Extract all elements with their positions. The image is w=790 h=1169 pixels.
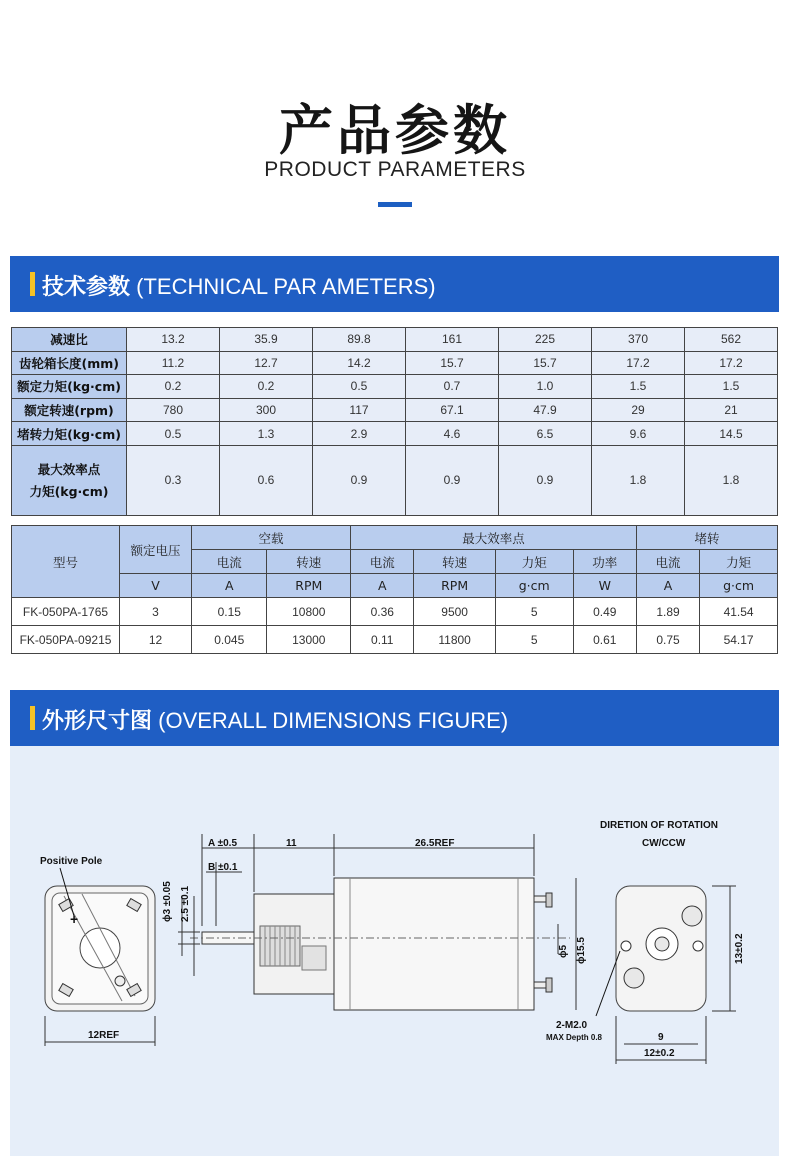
column-header: 电流 — [192, 550, 267, 574]
unit-cell: A — [192, 574, 267, 598]
table-cell: 0.7 — [406, 375, 499, 399]
table-cell: 0.6 — [220, 445, 313, 515]
table-cell: 0.9 — [499, 445, 592, 515]
column-header: 电流 — [636, 550, 699, 574]
dim-phi15-5: ϕ15.5 — [576, 937, 587, 964]
dim-b: B ±0.1 — [208, 862, 238, 873]
table-cell: 3 — [120, 598, 192, 626]
side-view — [162, 834, 587, 1010]
table-cell: 300 — [220, 398, 313, 422]
dim-phi5: ϕ5 — [558, 944, 569, 958]
table-cell: 14.5 — [685, 422, 778, 446]
group-header-stall: 堵转 — [636, 526, 777, 550]
section-title: 外形尺寸图 (OVERALL DIMENSIONS FIGURE) — [42, 708, 509, 734]
row-label: 齿轮箱长度(mm) — [12, 351, 127, 375]
table-cell: 9.6 — [592, 422, 685, 446]
gear-parameters-table — [11, 327, 778, 516]
page-subtitle: PRODUCT PARAMETERS — [264, 158, 526, 181]
section-technical-parameters — [10, 256, 779, 312]
table-cell: 562 — [685, 328, 778, 352]
motor-parameters-table — [11, 525, 778, 654]
table-units-row — [12, 574, 778, 598]
table-cell: 0.045 — [192, 626, 267, 654]
unit-cell: V — [120, 574, 192, 598]
group-header-noload: 空载 — [192, 526, 351, 550]
table-cell: 15.7 — [499, 351, 592, 375]
table-cell: 6.5 — [499, 422, 592, 446]
table-cell: 67.1 — [406, 398, 499, 422]
table-cell: 1.89 — [636, 598, 699, 626]
table-cell: 370 — [592, 328, 685, 352]
table-cell: 11800 — [414, 626, 495, 654]
section-title: 技术参数 (TECHNICAL PAR AMETERS) — [42, 274, 436, 300]
unit-cell: g·cm — [495, 574, 573, 598]
column-header: 力矩 — [495, 550, 573, 574]
voltage-header: 额定电压 — [120, 526, 192, 574]
dim-phi3: ϕ3 ±0.05 — [162, 881, 173, 922]
table-cell: 0.2 — [127, 375, 220, 399]
table-cell: 13000 — [267, 626, 351, 654]
unit-cell: W — [573, 574, 636, 598]
row-label-line: 力矩(kg·cm) — [29, 484, 109, 500]
table-cell: 17.2 — [592, 351, 685, 375]
table-row — [12, 351, 778, 375]
table-cell: 0.15 — [192, 598, 267, 626]
table-cell: 89.8 — [313, 328, 406, 352]
dim-a: A ±0.5 — [208, 838, 238, 849]
table-row — [12, 398, 778, 422]
dim-11: 11 — [286, 838, 297, 849]
row-label — [12, 445, 127, 515]
dim-2-5: 2.5 ±0.1 — [180, 885, 191, 922]
column-header: 力矩 — [700, 550, 778, 574]
table-cell: 0.36 — [351, 598, 414, 626]
dim-13: 13±0.2 — [734, 933, 745, 964]
table-cell: 29 — [592, 398, 685, 422]
dim-12ref: 12REF — [88, 1030, 120, 1041]
table-cell: 1.8 — [592, 445, 685, 515]
dim-9: 9 — [658, 1032, 664, 1043]
table-cell: 225 — [499, 328, 592, 352]
row-label: 额定力矩(kg·cm) — [12, 375, 127, 399]
table-row — [12, 328, 778, 352]
table-cell: 1.5 — [685, 375, 778, 399]
section-dimensions-figure — [10, 690, 779, 746]
dim-26-5ref: 26.5REF — [415, 838, 455, 849]
table-cell: 11.2 — [127, 351, 220, 375]
table-cell: 5 — [495, 626, 573, 654]
column-header: 转速 — [414, 550, 495, 574]
table-cell: 1.8 — [685, 445, 778, 515]
table-cell: 0.61 — [573, 626, 636, 654]
title-underline — [378, 202, 412, 207]
table-cell: 4.6 — [406, 422, 499, 446]
table-cell: 5 — [495, 598, 573, 626]
table-cell: 0.11 — [351, 626, 414, 654]
table-cell: 21 — [685, 398, 778, 422]
unit-cell: g·cm — [700, 574, 778, 598]
table-cell: 0.5 — [127, 422, 220, 446]
table-cell: 12 — [120, 626, 192, 654]
dim-12: 12±0.2 — [644, 1048, 675, 1059]
table-cell: 0.9 — [406, 445, 499, 515]
table-cell: 17.2 — [685, 351, 778, 375]
column-header: 功率 — [573, 550, 636, 574]
group-header-maxeff: 最大效率点 — [351, 526, 637, 550]
table-cell: 1.5 — [592, 375, 685, 399]
table-cell: 47.9 — [499, 398, 592, 422]
row-label: 减速比 — [12, 328, 127, 352]
row-label-line: 最大效率点 — [37, 462, 101, 478]
table-cell: 117 — [313, 398, 406, 422]
table-row — [12, 445, 778, 515]
model-cell: FK-050PA-09215 — [12, 626, 120, 654]
rotation-direction: CW/CCW — [642, 838, 686, 849]
table-cell: 0.2 — [220, 375, 313, 399]
unit-cell: RPM — [267, 574, 351, 598]
table-cell: 0.75 — [636, 626, 699, 654]
row-label: 额定转速(rpm) — [12, 398, 127, 422]
table-cell: 1.3 — [220, 422, 313, 446]
table-row — [12, 598, 778, 626]
table-row — [12, 422, 778, 446]
section-marker — [30, 706, 35, 730]
section-marker — [30, 272, 35, 296]
table-cell: 780 — [127, 398, 220, 422]
page-title: 产品参数 — [279, 99, 511, 162]
row-label: 堵转力矩(kg·cm) — [12, 422, 127, 446]
table-cell: 13.2 — [127, 328, 220, 352]
column-header: 电流 — [351, 550, 414, 574]
table-cell: 0.9 — [313, 445, 406, 515]
dimension-drawing — [10, 746, 779, 1156]
table-cell: 0.5 — [313, 375, 406, 399]
rotation-label: DIRETION OF ROTATION — [600, 820, 718, 831]
column-header: 转速 — [267, 550, 351, 574]
rear-end-view — [40, 856, 155, 1046]
table-cell: 35.9 — [220, 328, 313, 352]
table-cell: 12.7 — [220, 351, 313, 375]
table-cell: 10800 — [267, 598, 351, 626]
dim-max-depth: MAX Depth 0.8 — [546, 1033, 603, 1042]
table-cell: 14.2 — [313, 351, 406, 375]
model-cell: FK-050PA-1765 — [12, 598, 120, 626]
positive-pole-label: Positive Pole — [40, 856, 103, 867]
table-cell: 161 — [406, 328, 499, 352]
table-header-row — [12, 526, 778, 550]
table-row — [12, 375, 778, 399]
table-cell: 54.17 — [700, 626, 778, 654]
table-cell: 15.7 — [406, 351, 499, 375]
table-cell: 0.49 — [573, 598, 636, 626]
table-cell: 1.0 — [499, 375, 592, 399]
table-cell: 0.3 — [127, 445, 220, 515]
dimensions-figure — [10, 746, 779, 1156]
dim-2-m2: 2-M2.0 — [556, 1020, 588, 1031]
table-row — [12, 626, 778, 654]
table-cell: 9500 — [414, 598, 495, 626]
unit-cell: A — [636, 574, 699, 598]
unit-cell: A — [351, 574, 414, 598]
model-header: 型号 — [12, 526, 120, 598]
table-cell: 2.9 — [313, 422, 406, 446]
svg-text:+: + — [70, 911, 79, 927]
table-cell: 41.54 — [700, 598, 778, 626]
unit-cell: RPM — [414, 574, 495, 598]
